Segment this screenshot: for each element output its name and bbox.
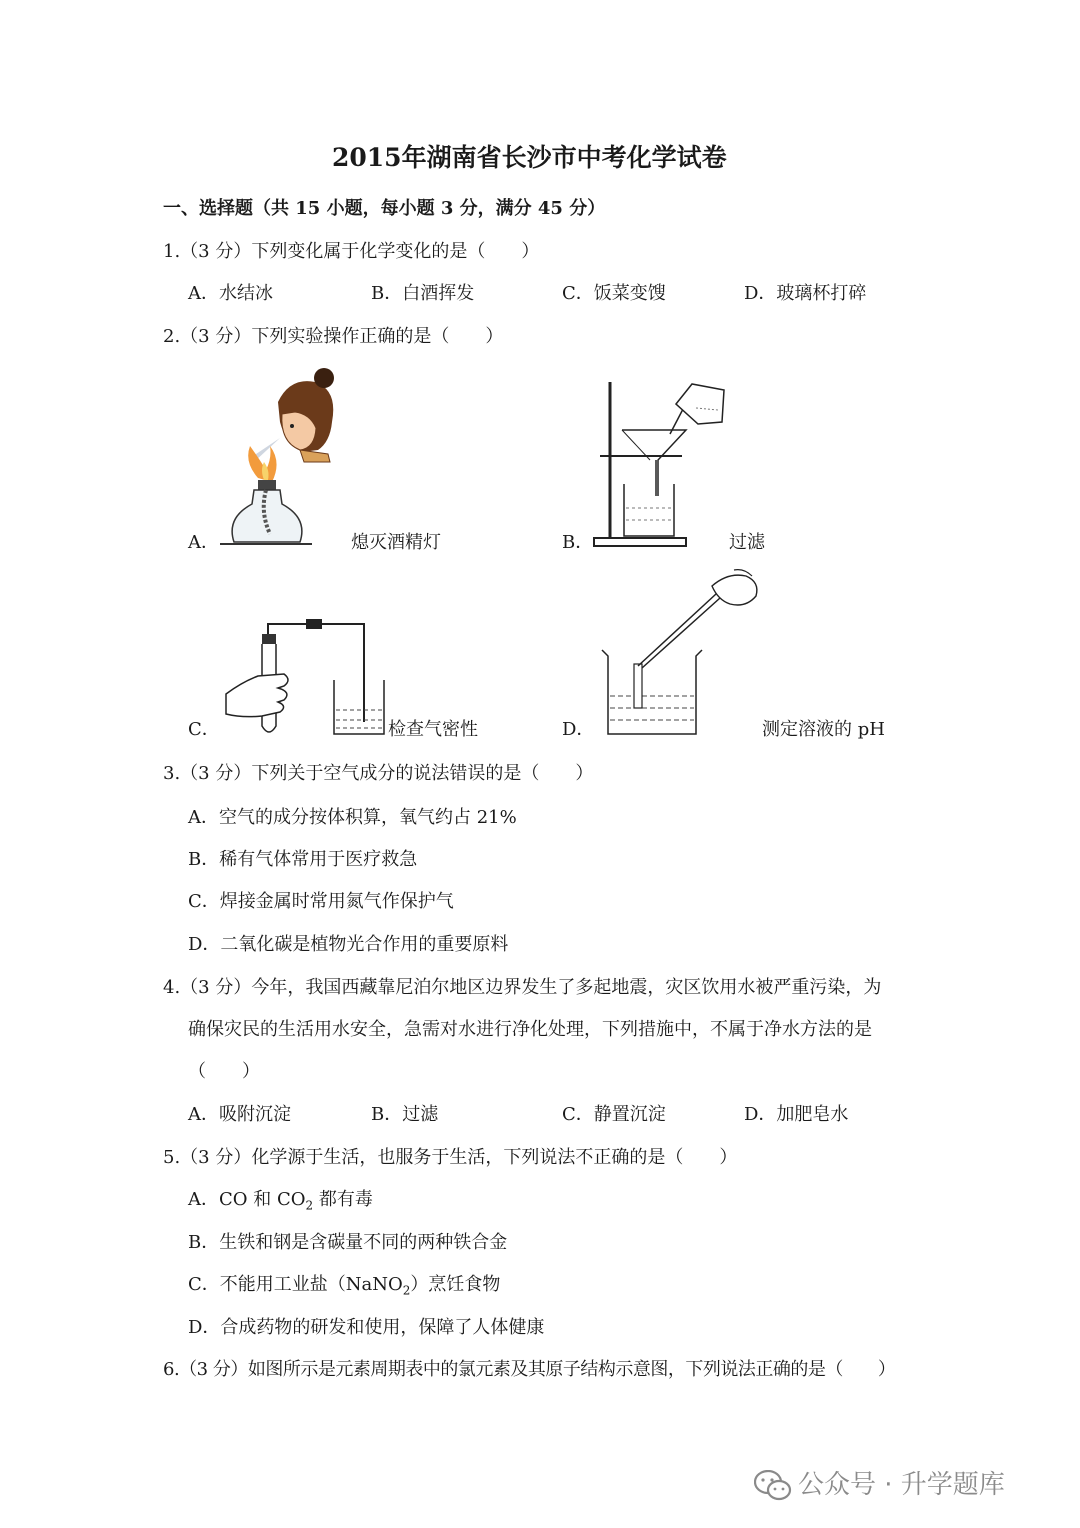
question-1-option-a: A．水结冰 <box>188 283 273 304</box>
question-4-option-a: A．吸附沉淀 <box>188 1104 291 1125</box>
question-1-option-b: B．白酒挥发 <box>371 283 475 304</box>
question-5-option-a: A．CO 和 $CO_2$ 都有毒 <box>188 1189 373 1213</box>
question-2-option-d-letter: D． <box>562 719 595 740</box>
question-3-stem: 3.（3 分）下列关于空气成分的说法错误的是（ ） <box>163 763 594 784</box>
question-4-stem-line-3: （ ） <box>188 1061 260 1082</box>
figure-filtration <box>590 378 735 550</box>
question-3-option-a: A．空气的成分按体积算，氧气约占 21% <box>188 807 517 828</box>
figure-airtightness-check <box>222 614 392 740</box>
question-1-stem: 1.（3 分）下列变化属于化学变化的是（ ） <box>163 241 540 262</box>
question-5-stem: 5.（3 分）化学源于生活，也服务于生活，下列说法不正确的是（ ） <box>163 1147 738 1168</box>
question-6-stem: 6.（3 分）如图所示是元素周期表中的氯元素及其原子结构示意图，下列说法正确的是（ ） <box>163 1359 896 1380</box>
question-2-option-a-caption: 熄灭酒精灯 <box>351 532 441 553</box>
question-1-option-c: C．饭菜变馊 <box>562 283 666 304</box>
figure-ph-measurement <box>596 566 771 738</box>
question-2-option-c-caption: 检查气密性 <box>388 719 478 740</box>
section-heading: 一、选择题（共 15 小题，每小题 3 分，满分 45 分） <box>163 198 606 219</box>
question-2-option-d-caption: 测定溶液的 pH <box>762 719 885 740</box>
question-5-option-d: D．合成药物的研发和使用，保障了人体健康 <box>188 1317 545 1338</box>
question-3-option-b: B．稀有气体常用于医疗救急 <box>188 849 418 870</box>
question-1-option-d: D．玻璃杯打碎 <box>744 283 867 304</box>
question-3-option-d: D．二氧化碳是植物光合作用的重要原料 <box>188 934 509 955</box>
question-4-option-c: C．静置沉淀 <box>562 1104 666 1125</box>
question-2-option-c-letter: C． <box>188 719 220 740</box>
question-3-option-c: C．焊接金属时常用氮气作保护气 <box>188 891 454 912</box>
question-2-stem: 2.（3 分）下列实验操作正确的是（ ） <box>163 326 504 347</box>
question-4-option-b: B．过滤 <box>371 1104 439 1125</box>
figure-blowing-alcohol-lamp <box>220 362 340 552</box>
question-5-option-c: C．不能用工业盐（NaNO$_2$）烹饪食物 <box>188 1274 501 1298</box>
paper-title: 2015年湖南省长沙市中考化学试卷 <box>332 143 727 172</box>
question-4-stem-line-1: 4.（3 分）今年，我国西藏靠尼泊尔地区边界发生了多起地震，灾区饮用水被严重污染，为 <box>163 977 882 998</box>
question-2-option-b-letter: B． <box>562 532 594 553</box>
wechat-icon <box>754 1470 792 1506</box>
question-2-option-b-caption: 过滤 <box>729 532 765 553</box>
watermark-text: 公众号 · 升学题库 <box>798 1470 1005 1500</box>
question-4-option-d: D．加肥皂水 <box>744 1104 849 1125</box>
question-5-option-b: B．生铁和钢是含碳量不同的两种铁合金 <box>188 1232 508 1253</box>
question-4-stem-line-2: 确保灾民的生活用水安全，急需对水进行净化处理，下列措施中，不属于净水方法的是 <box>188 1019 872 1040</box>
question-2-option-a-letter: A． <box>188 532 219 553</box>
